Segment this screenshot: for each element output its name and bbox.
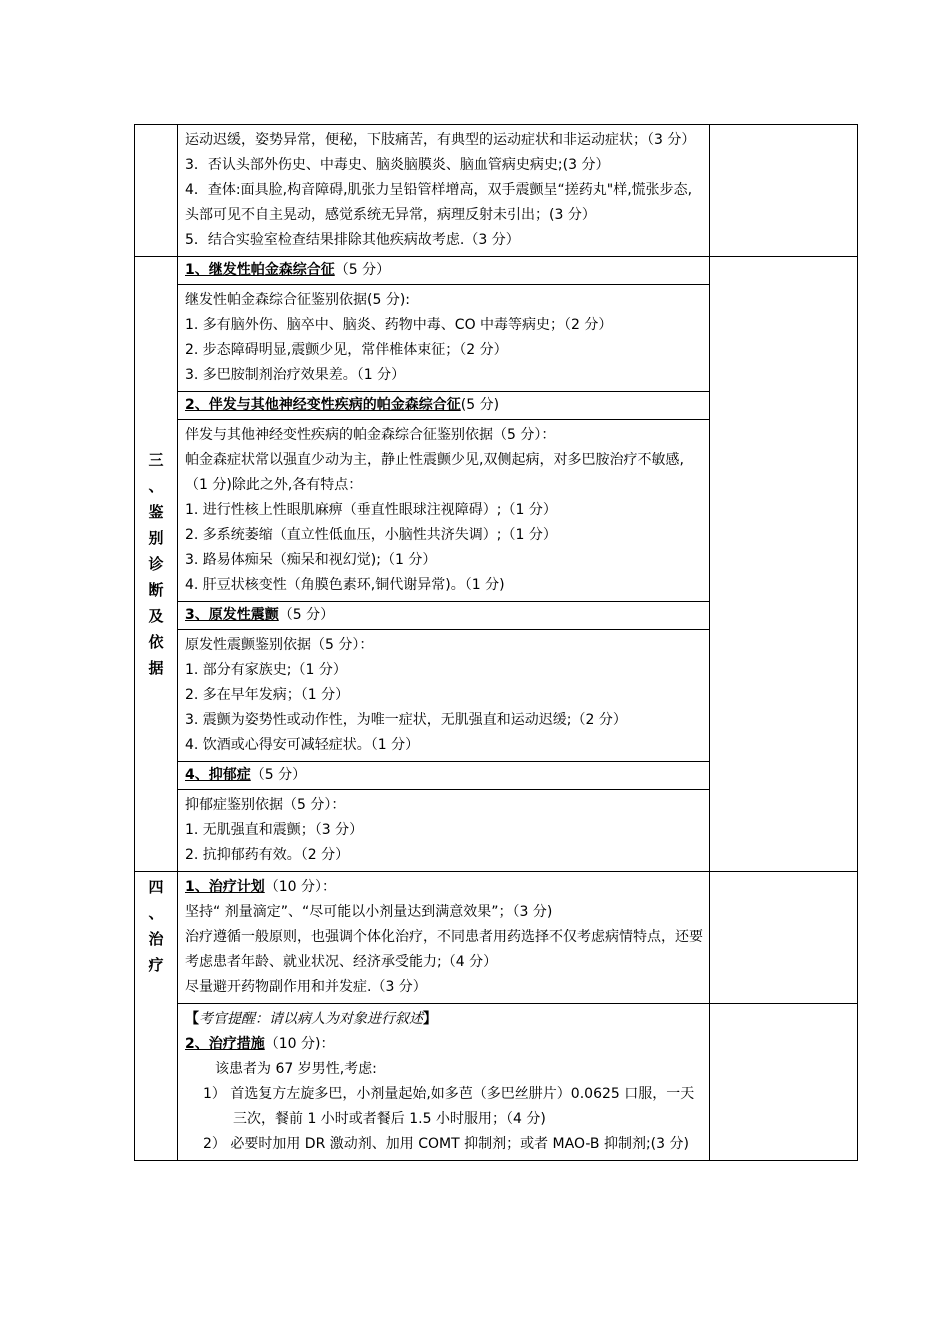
text-line: 3．否认头部外伤史、中毒史、脑炎脑膜炎、脑血管病史病史;(3 分） (185, 157, 610, 173)
score-cell (710, 872, 858, 1004)
content-cell (178, 285, 710, 392)
table-row-continuation (135, 125, 858, 257)
list-item: 3. 多巴胺制剂治疗效果差。（1 分） (185, 367, 406, 383)
text-line: 帕金森症状常以强直少动为主，静止性震颤少见,双侧起病，对多巴胺治疗不敏感,（1 分)除此之外,各有特点： (185, 452, 684, 493)
text-line: 原发性震颤鉴别依据（5 分）： (185, 637, 374, 653)
examiner-reminder: 【考官提醒：请以病人为对象进行叙述】 (185, 1011, 437, 1027)
list-item: 3. 路易体痴呆（痴呆和视幻觉);（1 分） (185, 552, 437, 568)
heading-score: （5 分） (334, 262, 391, 278)
list-item: 1） 首选复方左旋多巴，小剂量起始,如多芭（多巴丝肼片）0.0625 口服，一天三次，餐前 1 小时或者餐后 1.5 小时服用；（4 分) (203, 1086, 695, 1127)
list-item: 1. 多有脑外伤、脑卒中、脑炎、药物中毒、CO 中毒等病史；（2 分） (185, 317, 613, 333)
content-cell (178, 790, 710, 872)
section-label-treatment: 四 、 治 疗 (135, 872, 178, 1161)
heading-cell (178, 602, 710, 630)
heading-title: 1、治疗计划 (185, 879, 265, 895)
heading-score: （5 分） (278, 607, 335, 623)
list-item: 4. 饮酒或心得安可减轻症状。（1 分） (185, 737, 420, 753)
content-cell (178, 872, 710, 1004)
content-cell (178, 1004, 710, 1161)
text-line: 继发性帕金森综合征鉴别依据(5 分): (185, 292, 410, 308)
heading-score: (5 分) (460, 397, 500, 413)
section-cell-empty (135, 125, 178, 257)
content-cell (178, 630, 710, 762)
section-label-differential: 三 、 鉴 别 诊 断 及 依 据 (135, 257, 178, 872)
text-line: 尽量避开药物副作用和并发症.（3 分） (185, 979, 427, 995)
list-item: 1. 部分有家族史;（1 分） (185, 662, 347, 678)
document-page (134, 124, 857, 1161)
score-cell (710, 125, 858, 257)
list-item: 2. 多系统萎缩（直立性低血压，小脑性共济失调）;（1 分） (185, 527, 557, 543)
heading-title: 3、原发性震颤 (185, 607, 279, 623)
table-row (135, 1004, 858, 1161)
list-item: 3. 震颤为姿势性或动作性，为唯一症状，无肌强直和运动迟缓;（2 分） (185, 712, 627, 728)
table-row (135, 872, 858, 1004)
text-line: 5．结合实验室检查结果排除其他疾病故考虑.（3 分） (185, 232, 520, 248)
exam-table (134, 124, 858, 1161)
table-row-heading (135, 257, 858, 285)
heading-title: 1、继发性帕金森综合征 (185, 262, 335, 278)
content-cell (178, 420, 710, 602)
heading-title: 2、治疗措施 (185, 1036, 265, 1052)
list-item: 2. 步态障碍明显,震颤少见，常伴椎体束征；（2 分） (185, 342, 508, 358)
list-item: 2. 多在早年发病；（1 分） (185, 687, 350, 703)
heading-score: （10 分)： (264, 1036, 335, 1052)
heading-score: （10 分）： (264, 879, 337, 895)
list-item: 2. 抗抑郁药有效。（2 分） (185, 847, 350, 863)
list-item: 2） 必要时加用 DR 激动剂、加用 COMT 抑制剂；或者 MAO-B 抑制剂;(3 分) (203, 1136, 689, 1152)
text-line: 伴发与其他神经变性疾病的帕金森综合征鉴别依据（5 分）： (185, 427, 556, 443)
heading-score: （5 分） (250, 767, 307, 783)
text-line: 坚持“ 剂量滴定”、“尽可能以小剂量达到满意效果”；（3 分) (185, 904, 553, 920)
list-item: 1. 进行性核上性眼肌麻痹（垂直性眼球注视障碍）;（1 分） (185, 502, 557, 518)
score-cell (710, 1004, 858, 1161)
text-line: 该患者为 67 岁男性,考虑: (215, 1061, 377, 1077)
list-item: 1. 无肌强直和震颤；（3 分） (185, 822, 364, 838)
heading-title: 2、伴发与其他神经变性疾病的帕金森综合征 (185, 397, 461, 413)
heading-cell (178, 762, 710, 790)
heading-cell (178, 257, 710, 285)
heading-cell (178, 392, 710, 420)
text-line: 治疗遵循一般原则，也强调个体化治疗，不同患者用药选择不仅考虑病情特点，还要考虑患者年龄、就业状况、经济承受能力;（4 分） (185, 929, 703, 970)
text-line: 4．查体:面具脸,构音障碍,肌张力呈铅管样增高，双手震颤呈“搓药丸"样,慌张步态,头部可见不自主晃动，感觉系统无异常，病理反射未引出；(3 分） (185, 182, 693, 223)
list-item: 4. 肝豆状核变性（角膜色素环,铜代谢异常)。（1 分) (185, 577, 505, 593)
content-cell (178, 125, 710, 257)
heading-title: 4、抑郁症 (185, 767, 251, 783)
text-line: 抑郁症鉴别依据（5 分）： (185, 797, 346, 813)
text-line: 运动迟缓，姿势异常，便秘，下肢痛苦，有典型的运动症状和非运动症状；（3 分） (185, 132, 696, 148)
score-cell (710, 257, 858, 872)
